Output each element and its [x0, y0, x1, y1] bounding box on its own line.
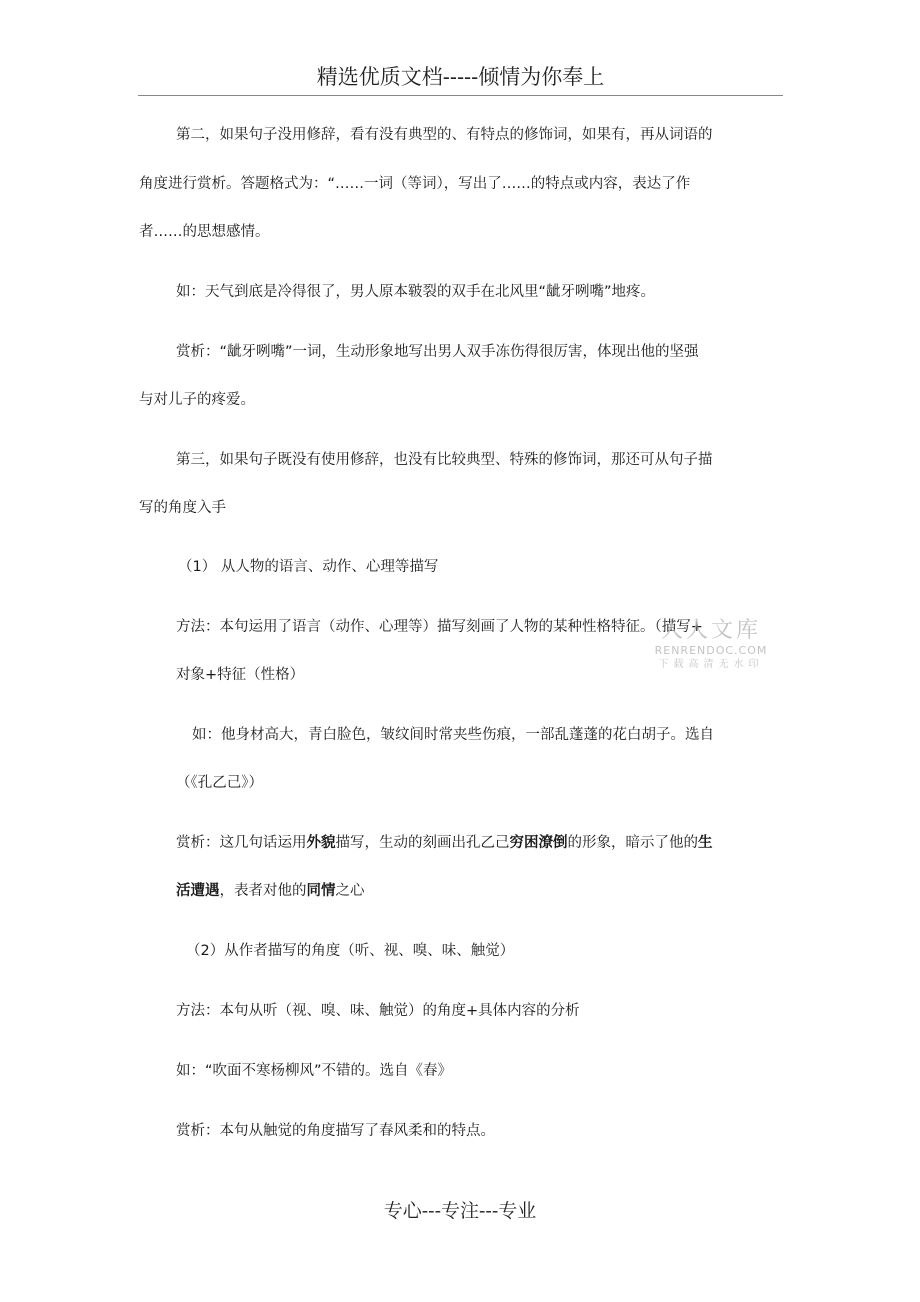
section-heading: （1） 从人物的语言、动作、心理等描写 [178, 559, 439, 575]
watermark [646, 618, 776, 672]
text-segment: 的形象，暗示了他的 [567, 835, 698, 851]
section-heading: （2）从作者描写的角度（听、视、嗅、味、触觉） [186, 943, 515, 959]
paragraph-line: 如：他身材高大，青白脸色，皱纹间时常夹些伤痕，一部乱蓬蓬的花白胡子。选自 [192, 727, 714, 743]
watermark-logo: 人人文库 [660, 618, 761, 643]
paragraph-line: 第二，如果句子没用修辞，看有没有典型的、有特点的修饰词，如果有，再从词语的 [176, 127, 713, 143]
paragraph-line: 赏析：“龇牙咧嘴”一词，生动形象地写出男人双手冻伤得很厉害，体现出他的坚强 [176, 344, 699, 360]
emphasis-text: 穷困潦倒 [509, 835, 568, 851]
paragraph-line: 如：“吹面不寒杨柳风”不错的。选自《春》 [176, 1063, 453, 1079]
paragraph-line: 与对儿子的疼爱。 [139, 392, 255, 408]
watermark-url: RENRENDOC.COM [654, 644, 768, 657]
text-segment: 赏析：这几句话运用 [176, 835, 307, 851]
header-divider [138, 95, 783, 96]
paragraph-line [176, 833, 713, 853]
text-segment: 描写，生动的刻画出孔乙己 [335, 835, 510, 851]
paragraph-line: （《孔乙己》） [176, 775, 263, 791]
paragraph-line: 者……的思想感情。 [139, 224, 270, 240]
paragraph-line: 对象+特征（性格） [176, 667, 305, 683]
paragraph-line: 方法：本句运用了语言（动作、心理等）描写刻画了人物的某种性格特征。（描写+ [176, 619, 703, 635]
page-footer: 专心---专注---专业 [383, 1200, 537, 1222]
text-segment: ，表者对他的 [219, 883, 307, 899]
emphasis-text: 同情 [306, 883, 336, 899]
paragraph-line: 第三，如果句子既没有使用修辞，也没有比较典型、特殊的修饰词，那还可从句子描 [176, 452, 713, 468]
paragraph-line [176, 881, 365, 901]
paragraph-line: 写的角度入手 [139, 500, 226, 516]
paragraph-line: 角度进行赏析。答题格式为：“……一词（等词），写出了……的特点或内容，表达了作 [139, 176, 691, 192]
emphasis-text: 外貌 [306, 835, 336, 851]
emphasis-text: 生 [698, 835, 713, 851]
paragraph-line: 赏析：本句从触觉的角度描写了春风柔和的特点。 [176, 1123, 495, 1139]
text-segment: 之心 [335, 883, 365, 899]
watermark-tagline: 下载高清无水印 [658, 659, 764, 670]
page-header: 精选优质文档-----倾情为你奉上 [316, 65, 605, 89]
emphasis-text: 活遭遇 [176, 883, 220, 899]
paragraph-line: 如：天气到底是冷得很了，男人原本皲裂的双手在北风里“龇牙咧嘴”地疼。 [176, 284, 656, 300]
paragraph-line: 方法：本句从听（视、嗅、味、触觉）的角度+具体内容的分析 [176, 1003, 580, 1019]
